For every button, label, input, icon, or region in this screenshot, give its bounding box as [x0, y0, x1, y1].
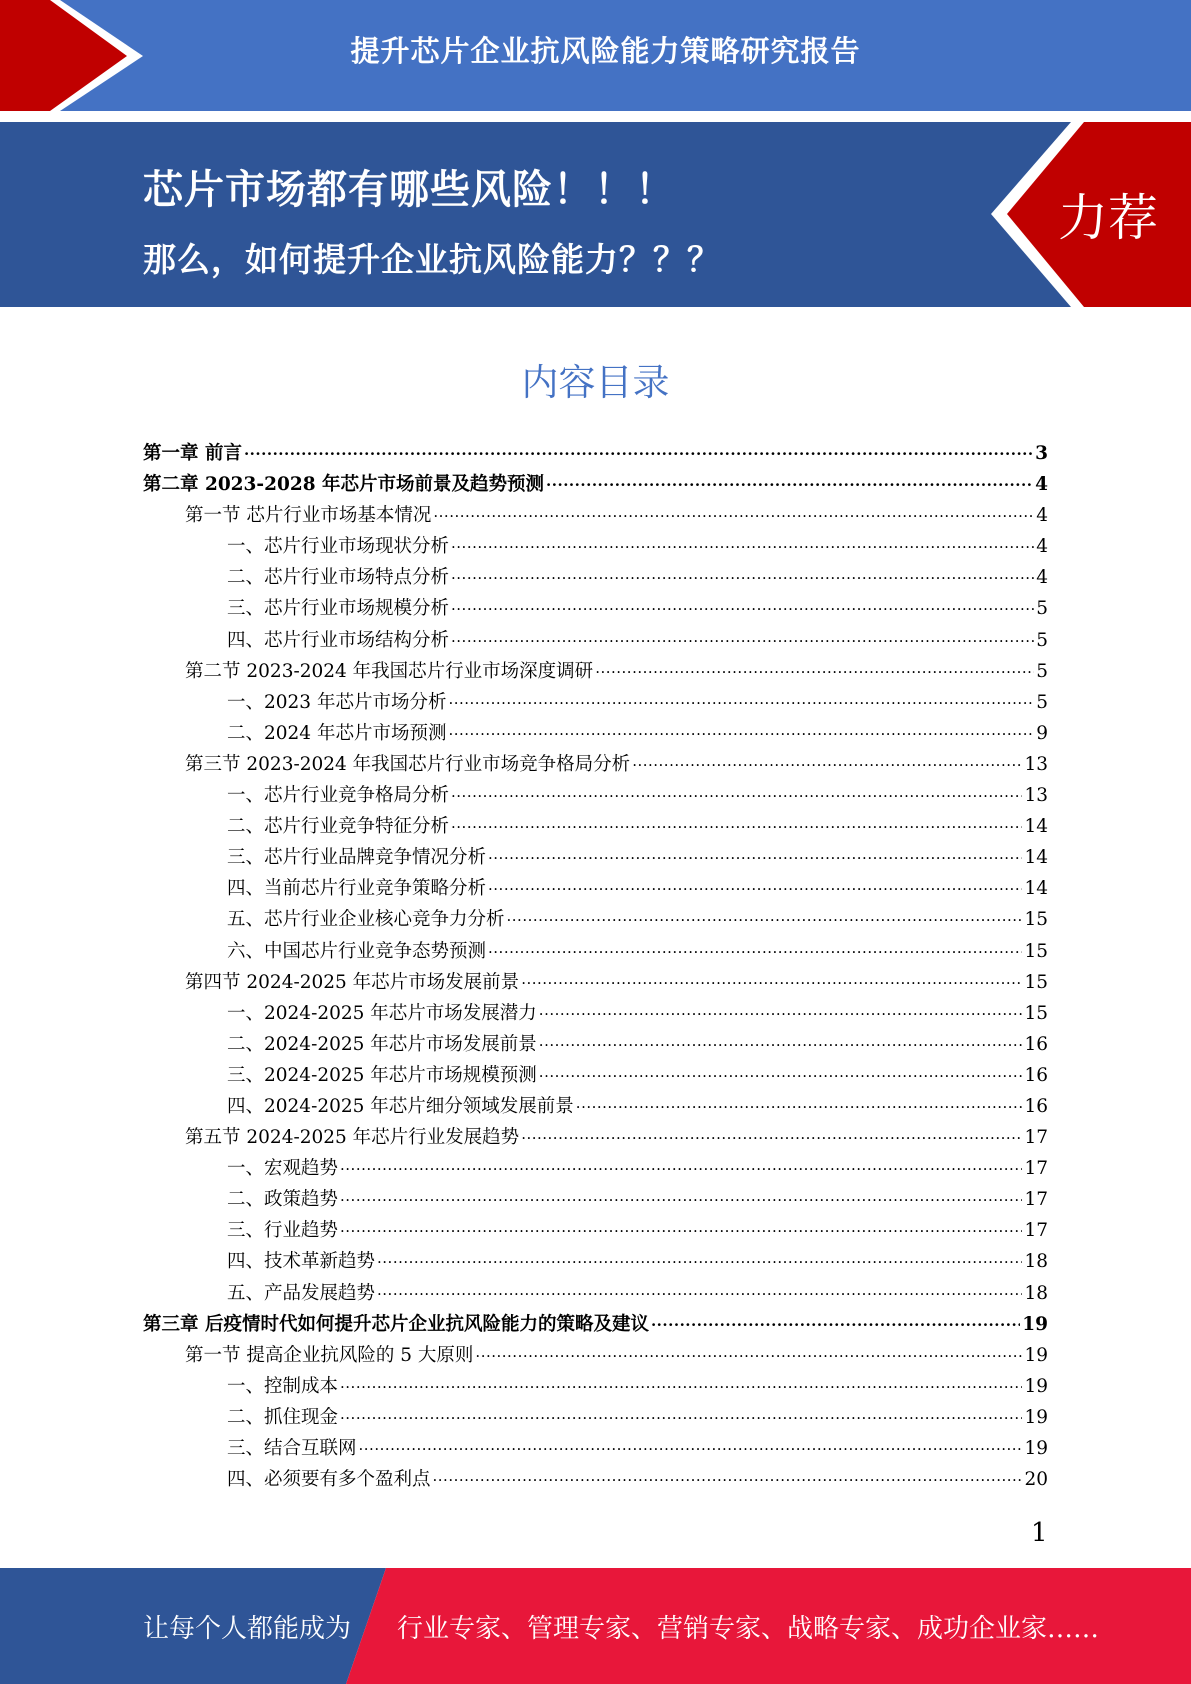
- toc-entry-page: 16: [1024, 1064, 1048, 1086]
- toc-entry-page: 5: [1036, 660, 1048, 682]
- toc-entry-title: 五、产品发展趋势: [227, 1282, 376, 1304]
- toc-entry-title: 第一章 前言: [143, 443, 242, 464]
- toc-entry[interactable]: [143, 688, 1048, 719]
- toc-entry-title: 第一节 提高企业抗风险的 5 大原则: [185, 1344, 474, 1366]
- toc-entry[interactable]: [143, 1247, 1048, 1278]
- toc-entry[interactable]: [143, 781, 1048, 812]
- toc-leader-dots: [244, 439, 1033, 459]
- toc-leader-dots: [451, 594, 1034, 614]
- toc-entry[interactable]: [143, 1341, 1048, 1372]
- toc-leader-dots: [340, 1154, 1022, 1174]
- toc-entry-title: 二、芯片行业市场特点分析: [227, 567, 450, 589]
- toc-entry-page: 3: [1035, 443, 1048, 464]
- toc-entry[interactable]: [143, 1465, 1048, 1496]
- toc-entry-title: 一、宏观趋势: [227, 1158, 339, 1180]
- toc-entry-title: 第二节 2023-2024 年我国芯片行业市场深度调研: [185, 660, 594, 682]
- toc-entry[interactable]: [143, 439, 1048, 470]
- toc-entry[interactable]: [143, 1310, 1048, 1341]
- toc-entry[interactable]: [143, 626, 1048, 657]
- toc-entry-page: 19: [1024, 1438, 1048, 1459]
- toc-entry-title: 二、2024 年芯片市场预测: [227, 722, 447, 744]
- toc-entry-page: 15: [1024, 940, 1048, 962]
- toc-entry[interactable]: [143, 812, 1048, 843]
- toc-leader-dots: [521, 968, 1022, 988]
- toc-leader-dots: [539, 1061, 1023, 1081]
- toc-entry-title: 第五节 2024-2025 年芯片行业发展趋势: [185, 1127, 520, 1149]
- toc-leader-dots: [451, 812, 1022, 832]
- toc-entry-title: 一、2023 年芯片市场分析: [227, 691, 447, 713]
- toc-entry-page: 4: [1036, 567, 1048, 589]
- toc-entry-title: 二、抓住现金: [227, 1406, 339, 1428]
- footer-banner: [0, 1568, 1191, 1684]
- toc-entry-page: 16: [1024, 1033, 1048, 1055]
- toc-entry-page: 19: [1024, 1375, 1048, 1397]
- toc-entry-page: 5: [1036, 691, 1048, 713]
- toc-leader-dots: [451, 563, 1034, 583]
- toc-entry-title: 第三节 2023-2024 年我国芯片行业市场竞争格局分析: [185, 753, 631, 775]
- toc-leader-dots: [451, 781, 1022, 801]
- toc-leader-dots: [340, 1185, 1022, 1205]
- toc-leader-dots: [340, 1403, 1022, 1423]
- toc-leader-dots: [377, 1279, 1022, 1299]
- toc-leader-dots: [539, 999, 1023, 1019]
- toc-entry-page: 5: [1036, 629, 1048, 651]
- toc-entry-page: 17: [1024, 1189, 1048, 1211]
- toc-leader-dots: [521, 1123, 1022, 1143]
- toc-entry[interactable]: [143, 937, 1048, 968]
- toc-leader-dots: [507, 905, 1023, 925]
- toc-entry-page: 16: [1024, 1095, 1048, 1117]
- toc-entry-title: 三、2024-2025 年芯片市场规模预测: [227, 1064, 537, 1086]
- hero-headline: 芯片市场都有哪些风险！！！: [143, 167, 676, 213]
- toc-entry-page: 20: [1024, 1469, 1048, 1491]
- toc-entry[interactable]: [143, 1092, 1048, 1123]
- toc-leader-dots: [651, 1310, 1020, 1330]
- toc-entry-page: 17: [1024, 1127, 1048, 1149]
- toc-leader-dots: [340, 1372, 1022, 1392]
- toc-entry-page: 15: [1024, 1002, 1048, 1024]
- toc-entry-page: 9: [1036, 722, 1048, 744]
- toc-leader-dots: [433, 501, 1034, 521]
- toc-leader-dots: [451, 626, 1034, 646]
- footer-slogan-left: 让每个人都能成为: [143, 1614, 352, 1644]
- toc-entry[interactable]: [143, 532, 1048, 563]
- toc-entry[interactable]: [143, 1030, 1048, 1061]
- toc-entry[interactable]: [143, 719, 1048, 750]
- hero-subheadline: 那么，如何提升企业抗风险能力？？？: [143, 240, 721, 279]
- toc-entry-title: 三、结合互联网: [227, 1438, 357, 1459]
- toc-leader-dots: [539, 1030, 1023, 1050]
- toc-leader-dots: [488, 843, 1022, 863]
- toc-entry-page: 13: [1024, 753, 1048, 775]
- toc-entry[interactable]: [143, 1403, 1048, 1434]
- page-number: 1: [1031, 1518, 1048, 1548]
- toc-entry-title: 一、芯片行业竞争格局分析: [227, 785, 450, 807]
- toc-entry-page: 13: [1024, 785, 1048, 807]
- toc-entry-title: 一、控制成本: [227, 1375, 339, 1397]
- toc-leader-dots: [359, 1434, 1023, 1454]
- toc-entry-page: 5: [1036, 598, 1048, 620]
- toc-entry-page: 4: [1036, 536, 1048, 558]
- toc-entry-page: 17: [1024, 1220, 1048, 1242]
- toc-entry-title: 二、2024-2025 年芯片市场发展前景: [227, 1033, 537, 1055]
- toc-entry-page: 17: [1024, 1158, 1048, 1180]
- toc-entry-title: 二、芯片行业竞争特征分析: [227, 816, 450, 838]
- toc-entry-title: 一、芯片行业市场现状分析: [227, 536, 450, 558]
- toc-entry-title: 二、政策趋势: [227, 1189, 339, 1211]
- toc-entry-page: 14: [1024, 847, 1048, 869]
- toc-entry[interactable]: [143, 657, 1048, 688]
- toc-entry-title: 四、2024-2025 年芯片细分领域发展前景: [227, 1095, 574, 1117]
- report-header-band: [0, 0, 1191, 111]
- toc-leader-dots: [595, 657, 1034, 677]
- toc-entry-title: 三、行业趋势: [227, 1220, 339, 1242]
- toc-entry[interactable]: [143, 594, 1048, 625]
- toc-entry-page: 19: [1024, 1344, 1048, 1366]
- toc-entry[interactable]: [143, 1154, 1048, 1185]
- toc-entry[interactable]: [143, 750, 1048, 781]
- toc-entry-page: 18: [1024, 1251, 1048, 1273]
- toc-entry-title: 第一节 芯片行业市场基本情况: [185, 505, 432, 527]
- toc-leader-dots: [488, 874, 1022, 894]
- toc-entry[interactable]: [143, 501, 1048, 532]
- toc-leader-dots: [576, 1092, 1023, 1112]
- report-title: 提升芯片企业抗风险能力策略研究报告: [350, 34, 861, 68]
- toc-entry-title: 四、技术革新趋势: [227, 1251, 376, 1273]
- toc-entry-title: 四、必须要有多个盈利点: [227, 1469, 431, 1491]
- toc-leader-dots: [377, 1247, 1022, 1267]
- toc-entry-page: 4: [1035, 474, 1048, 496]
- toc-entry[interactable]: [143, 874, 1048, 905]
- toc-entry[interactable]: [143, 1123, 1048, 1154]
- toc-entry-title: 四、芯片行业市场结构分析: [227, 629, 450, 651]
- toc-entry[interactable]: [143, 470, 1048, 501]
- toc-entry-page: 4: [1036, 505, 1048, 527]
- toc-leader-dots: [546, 470, 1033, 490]
- table-of-contents: [143, 439, 1048, 1496]
- toc-leader-dots: [475, 1341, 1022, 1361]
- recommend-badge-label: 力荐: [1058, 189, 1158, 247]
- toc-entry[interactable]: [143, 1185, 1048, 1216]
- toc-entry[interactable]: [143, 1372, 1048, 1403]
- toc-leader-dots: [433, 1465, 1023, 1485]
- toc-entry-page: 14: [1024, 816, 1048, 838]
- toc-leader-dots: [448, 719, 1034, 739]
- hero-banner: [0, 122, 1191, 307]
- toc-entry-page: 15: [1024, 909, 1048, 931]
- toc-entry-title: 五、芯片行业企业核心竞争力分析: [227, 909, 505, 931]
- toc-entry-page: 15: [1024, 971, 1048, 993]
- toc-entry-title: 第四节 2024-2025 年芯片市场发展前景: [185, 971, 520, 993]
- toc-entry-page: 19: [1022, 1313, 1048, 1335]
- toc-entry[interactable]: [143, 1434, 1048, 1465]
- toc-leader-dots: [451, 532, 1034, 552]
- toc-entry[interactable]: [143, 1216, 1048, 1247]
- toc-entry-page: 14: [1024, 878, 1048, 900]
- toc-entry-title: 四、当前芯片行业竞争策略分析: [227, 878, 487, 900]
- toc-leader-dots: [632, 750, 1022, 770]
- toc-entry[interactable]: [143, 1061, 1048, 1092]
- toc-entry[interactable]: [143, 905, 1048, 936]
- toc-heading: 内容目录: [521, 361, 670, 404]
- toc-entry[interactable]: [143, 563, 1048, 594]
- toc-leader-dots: [488, 937, 1022, 957]
- toc-leader-dots: [340, 1216, 1022, 1236]
- toc-entry-title: 六、中国芯片行业竞争态势预测: [227, 940, 487, 962]
- toc-entry-title: 三、芯片行业市场规模分析: [227, 598, 450, 620]
- toc-entry[interactable]: [143, 999, 1048, 1030]
- toc-entry-title: 一、2024-2025 年芯片市场发展潜力: [227, 1002, 537, 1024]
- toc-entry[interactable]: [143, 843, 1048, 874]
- toc-leader-dots: [448, 688, 1034, 708]
- toc-entry-page: 18: [1024, 1282, 1048, 1304]
- toc-entry-title: 第二章 2023-2028 年芯片市场前景及趋势预测: [143, 474, 545, 496]
- footer-slogan-right: 行业专家、管理专家、营销专家、战略专家、成功企业家……: [397, 1614, 1100, 1644]
- toc-entry-page: 19: [1024, 1406, 1048, 1428]
- toc-entry[interactable]: [143, 1279, 1048, 1310]
- toc-entry-title: 第三章 后疫情时代如何提升芯片企业抗风险能力的策略及建议: [143, 1313, 649, 1335]
- toc-entry[interactable]: [143, 968, 1048, 999]
- toc-entry-title: 三、芯片行业品牌竞争情况分析: [227, 847, 487, 869]
